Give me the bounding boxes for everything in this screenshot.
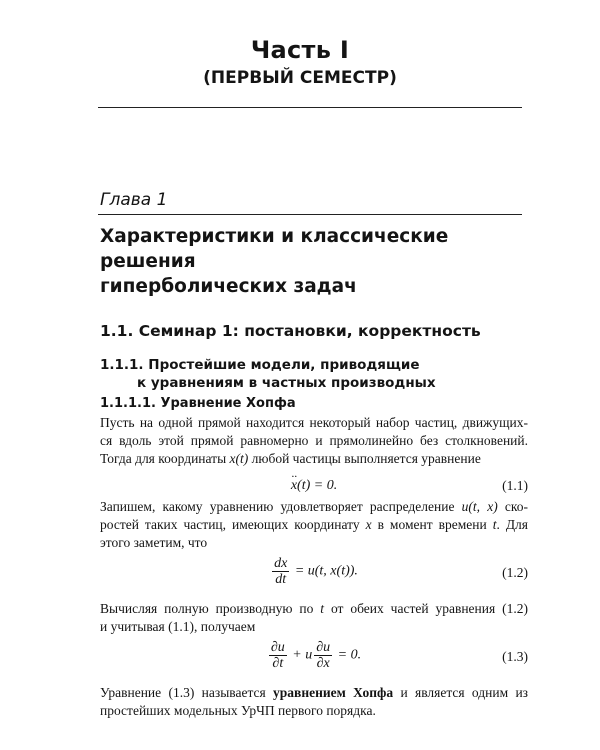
paragraph-2 bbox=[100, 498, 528, 552]
subsection-heading-line-2: к уравнениям в частных производных bbox=[137, 375, 436, 391]
paragraph-1-line-1: Пусть на одной прямой находится некоторый набор частиц, движущих- bbox=[100, 415, 528, 430]
chapter-divider bbox=[98, 214, 522, 215]
text-run: любой частицы выполняется уравнение bbox=[248, 451, 481, 466]
double-dot-accent bbox=[291, 478, 337, 494]
math-var: t bbox=[492, 517, 497, 532]
chapter-title bbox=[100, 224, 530, 299]
subsection-heading bbox=[100, 356, 436, 392]
equation-1-1-text: x(t) = 0. bbox=[290, 478, 338, 493]
subsection-heading-line-1: 1.1.1. Простейшие модели, приводящие bbox=[100, 357, 420, 373]
text-run: . Для bbox=[496, 517, 529, 532]
text-run: ростей таких частиц, имеющих координату bbox=[100, 517, 366, 532]
equation-1-3-rhs: = 0. bbox=[334, 647, 362, 663]
paragraph-1 bbox=[100, 414, 528, 468]
paragraph-3-line-2: и учитывая (1.1), получаем bbox=[100, 619, 256, 634]
denominator: ∂t bbox=[272, 656, 284, 671]
equation-1-3-mid: + u bbox=[288, 647, 313, 663]
text-run: ско- bbox=[497, 499, 528, 514]
equation-1-3-body bbox=[100, 640, 528, 671]
text-run: Запишем, какому уравнению удовлетворяет распределение bbox=[100, 499, 462, 514]
equation-1-1-number: (1.1) bbox=[502, 478, 528, 493]
paragraph-2-line-3: этого заметим, что bbox=[100, 535, 208, 550]
denominator: dt bbox=[275, 572, 287, 587]
math-var: x bbox=[365, 517, 372, 532]
chapter-label: Глава 1 bbox=[100, 190, 168, 210]
fraction-du-dt bbox=[269, 640, 287, 671]
math-var: u(t, x) bbox=[461, 499, 498, 514]
paragraph-4-line-2: простейших модельных УрЧП первого порядка. bbox=[100, 703, 376, 718]
part-subtitle: (ПЕРВЫЙ СЕМЕСТР) bbox=[203, 68, 397, 88]
equation-1-1-body bbox=[100, 478, 528, 494]
paragraph-1-line-3 bbox=[100, 450, 528, 468]
chapter-title-line-2: гиперболических задач bbox=[100, 276, 357, 297]
math-var: t bbox=[320, 601, 325, 616]
equation-1-3-number: (1.3) bbox=[502, 649, 528, 664]
numerator: ∂u bbox=[270, 640, 285, 655]
chapter-title-line-1: Характеристики и классические решения bbox=[100, 226, 449, 272]
math-var: x(t) bbox=[229, 451, 249, 466]
text-run: и является одним из bbox=[393, 685, 528, 700]
section-heading: 1.1. Семинар 1: постановки, корректность bbox=[100, 322, 481, 340]
fraction-du-dx bbox=[314, 640, 332, 671]
equation-1-2-body bbox=[100, 556, 528, 587]
equation-1-2-number: (1.2) bbox=[502, 565, 528, 580]
fraction-dx-dt bbox=[272, 556, 289, 587]
paragraph-2-line-2 bbox=[100, 516, 528, 534]
paragraph-3-line-1 bbox=[100, 600, 528, 618]
numerator: dx bbox=[274, 556, 288, 571]
text-run: Вычисляя полную производную по bbox=[100, 601, 321, 616]
bold-term: уравнением Хопфа bbox=[273, 685, 394, 700]
text-run: от обеих частей уравнения (1.2) bbox=[324, 601, 528, 616]
numerator: ∂u bbox=[316, 640, 331, 655]
paragraph-2-line-1 bbox=[100, 498, 528, 516]
subsubsection-heading: 1.1.1.1. Уравнение Хопфа bbox=[100, 396, 296, 411]
part-title: Часть I bbox=[250, 36, 350, 64]
text-run: Тогда для координаты bbox=[100, 451, 230, 466]
equation-1-2-rhs: = u(t, x(t)). bbox=[291, 563, 358, 579]
paragraph-4 bbox=[100, 684, 528, 720]
text-run: Уравнение (1.3) называется bbox=[100, 685, 274, 700]
equation-1-2 bbox=[100, 556, 528, 590]
paragraph-1-line-2: ся вдоль этой прямой равномерно и прямолинейно без столкновений. bbox=[100, 433, 528, 448]
paragraph-3 bbox=[100, 600, 528, 636]
text-run: в момент времени bbox=[371, 517, 493, 532]
part-divider bbox=[98, 107, 522, 108]
equation-1-3 bbox=[100, 640, 528, 674]
denominator: ∂x bbox=[316, 656, 330, 671]
paragraph-4-line-1 bbox=[100, 684, 528, 702]
